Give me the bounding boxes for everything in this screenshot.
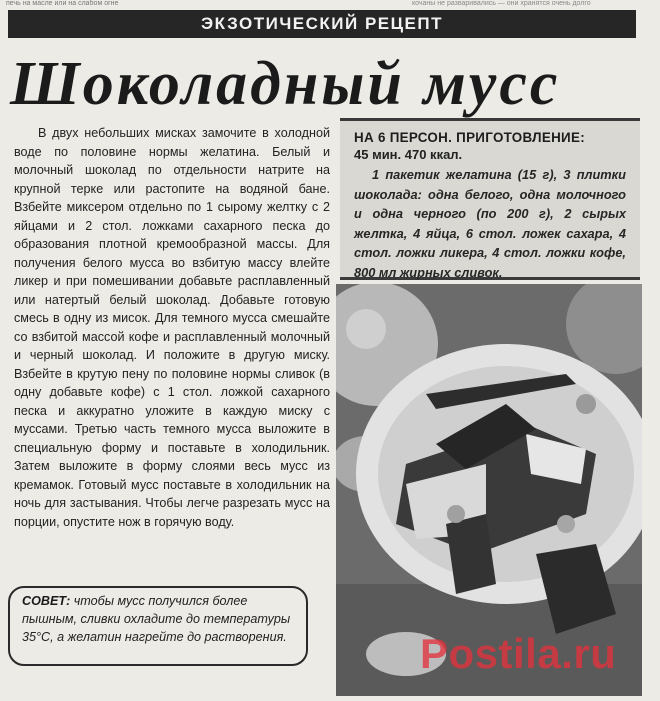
rubric-banner: ЭКЗОТИЧЕСКИЙ РЕЦЕПТ: [8, 10, 636, 38]
watermark-logo: Postila.ru: [420, 630, 617, 677]
mint-leaf-3: [557, 515, 575, 533]
top-bleed-text-right: кочаны не разваривались — они хранятся очень долго: [412, 0, 591, 7]
mint-leaf-1: [576, 394, 596, 414]
ingredients-box: [340, 118, 640, 280]
ingredients-list: 1 пакетик желатина (15 г), 3 плитки шоколада: одна белого, одна молочного и одна черного (по 200 г), 2 сырых желтка, 4 яйца, 6 стол. ложек сахара, 4 стол. ложки ликера, 4 стол. ложки кофе, 800 мл жирных сливок.: [354, 167, 626, 280]
tip-text: чтобы мусс получился более пышным, сливки охладите до температуры 35°С, а желатин нагрейте до растворения.: [22, 594, 291, 644]
tip-label: СОВЕТ:: [22, 594, 71, 608]
recipe-title: Шоколадный мусс: [10, 50, 561, 118]
apple-highlight: [346, 309, 386, 349]
servings-heading: НА 6 ПЕРСОН. ПРИГОТОВЛЕНИЕ:: [354, 130, 585, 145]
recipe-instructions: В двух небольших мисках замочите в холодной воде по половине нормы желатина. Белый и молочный шоколад по отдельности натрите на крупной терке или растопите на водяной бане. Взбейте миксером отдельно по 1 сырому желтку с 2 яйцами и 2 стол. ложками сахарного песка до образования плотной кремообразной массы. Для получения белого мусса во взбитую массу влейте ликер и при помешивании добавьте расплавленный или натертый белый шоколад. Добавьте готовую смесь в одну из мисок. Для темного мусса смешайте со взбитой массой кофе и расплавленный молочный и черный шоколад. И положите в другую миску. Взбейте в крутую пену по половине нормы сливок (в одну добавьте кофе) с 1 стол. ложкой сахарного песка и аккуратно уложите в каждую миску с муссами. Третью часть темного мусса выложите в специальную форму и поставьте в холодильник. Затем выложите в форму слоями весь мусс из кремамок. Готовый мусс поставьте в холодильник на ночь для застывания. Чтобы легче разрезать мусс на порции, опустите нож в горячую воду.: [14, 126, 330, 529]
mint-leaf-2: [447, 505, 465, 523]
time-calories: 45 мин. 470 ккал.: [354, 147, 463, 162]
top-bleed-text-left: печь на масле или на слабом огне: [6, 0, 119, 7]
tip-box: [8, 586, 308, 666]
